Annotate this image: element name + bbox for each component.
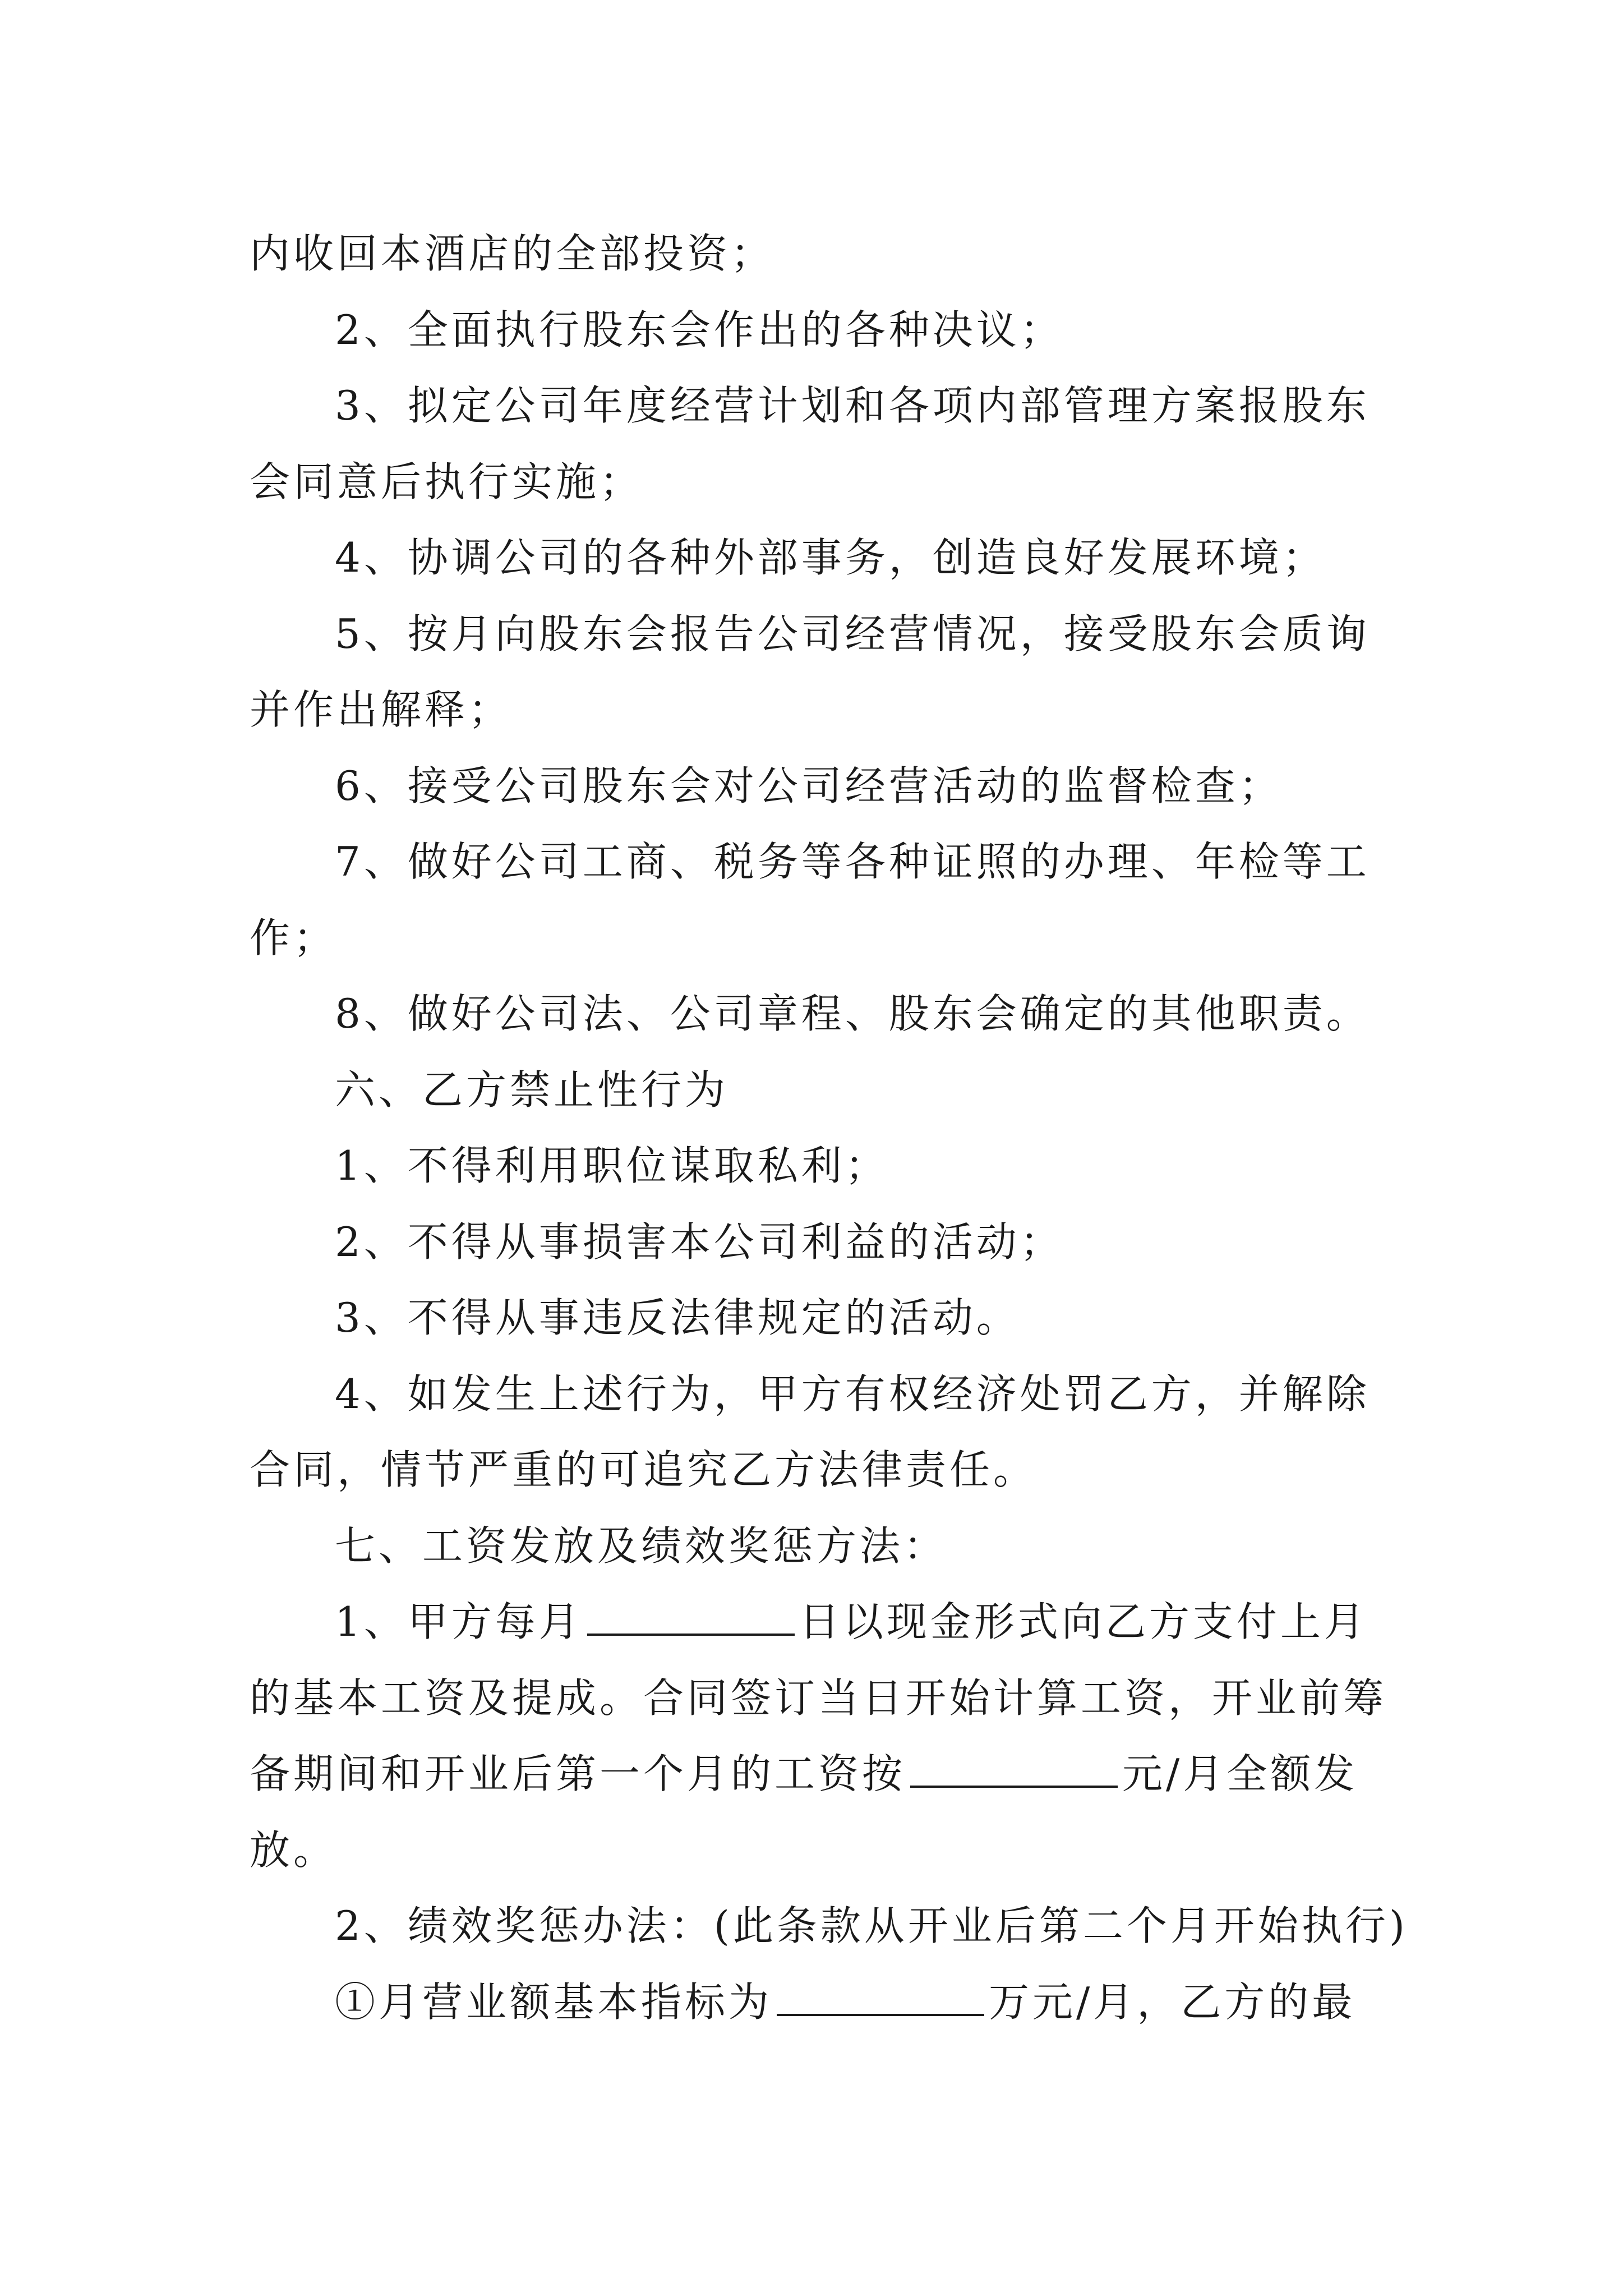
payday-blank-field[interactable] [587,1600,795,1636]
duty-item-8: 8、做好公司法、公司章程、股东会确定的其他职责。 [335,990,1370,1037]
salary-item-1-prefix: 1、甲方每月 [335,1598,583,1645]
duty-item-5-continued: 并作出解释； [250,686,513,733]
revenue-target-suffix: 万元/月，乙方的最 [989,1978,1356,2026]
duty-item-7: 7、做好公司工商、税务等各种证照的办理、年检等工 [335,838,1370,885]
salary-amount-prefix: 备期间和开业后第一个月的工资按 [250,1750,906,1797]
section-heading-prohibited-conduct: 六、乙方禁止性行为 [335,1066,729,1114]
salary-item-1-continued-3: 放。 [250,1826,338,1874]
salary-item-1-continued-2 [250,1736,1382,1812]
duty-item-3: 3、拟定公司年度经营计划和各项内部管理方案报股东 [335,382,1370,429]
section-heading-salary: 七、工资发放及绩效奖惩方法： [335,1522,948,1570]
salary-item-1-suffix: 日以现金形式向乙方支付上月 [799,1598,1368,1645]
prohibited-item-1: 1、不得利用职位谋取私利； [335,1142,889,1189]
duty-item-2: 2、全面执行股东会作出的各种决议； [335,306,1064,353]
prohibited-item-3: 3、不得从事违反法律规定的活动。 [335,1294,1020,1341]
duty-item-5: 5、按月向股东会报告公司经营情况，接受股东会质询 [335,610,1370,657]
salary-item-1 [250,1584,1382,1660]
salary-item-1-continued: 的基本工资及提成。合同签订当日开始计算工资，开业前筹 [250,1674,1387,1722]
prohibited-item-4-continued: 合同，情节严重的可追究乙方法律责任。 [250,1446,1038,1493]
text-line: 内收回本酒店的全部投资； [250,230,775,277]
duty-item-3-continued: 会同意后执行实施； [250,458,644,505]
salary-amount-suffix: 元/月全额发 [1122,1750,1358,1797]
revenue-target-blank-field[interactable] [777,1980,984,2016]
prohibited-item-4: 4、如发生上述行为，甲方有权经济处罚乙方，并解除 [335,1370,1370,1418]
salary-item-2: 2、绩效奖惩办法：(此条款从开业后第二个月开始执行) [335,1902,1408,1949]
contract-body [250,216,1408,2040]
duty-item-4: 4、协调公司的各种外部事务，创造良好发展环境； [335,534,1326,581]
revenue-target-item [250,1964,1382,2041]
revenue-target-prefix: ①月营业额基本指标为 [335,1978,773,2026]
prohibited-item-2: 2、不得从事损害本公司利益的活动； [335,1218,1064,1266]
duty-item-6: 6、接受公司股东会对公司经营活动的监督检查； [335,762,1283,809]
duty-item-7-continued: 作； [250,914,338,961]
salary-amount-blank-field[interactable] [910,1752,1118,1788]
